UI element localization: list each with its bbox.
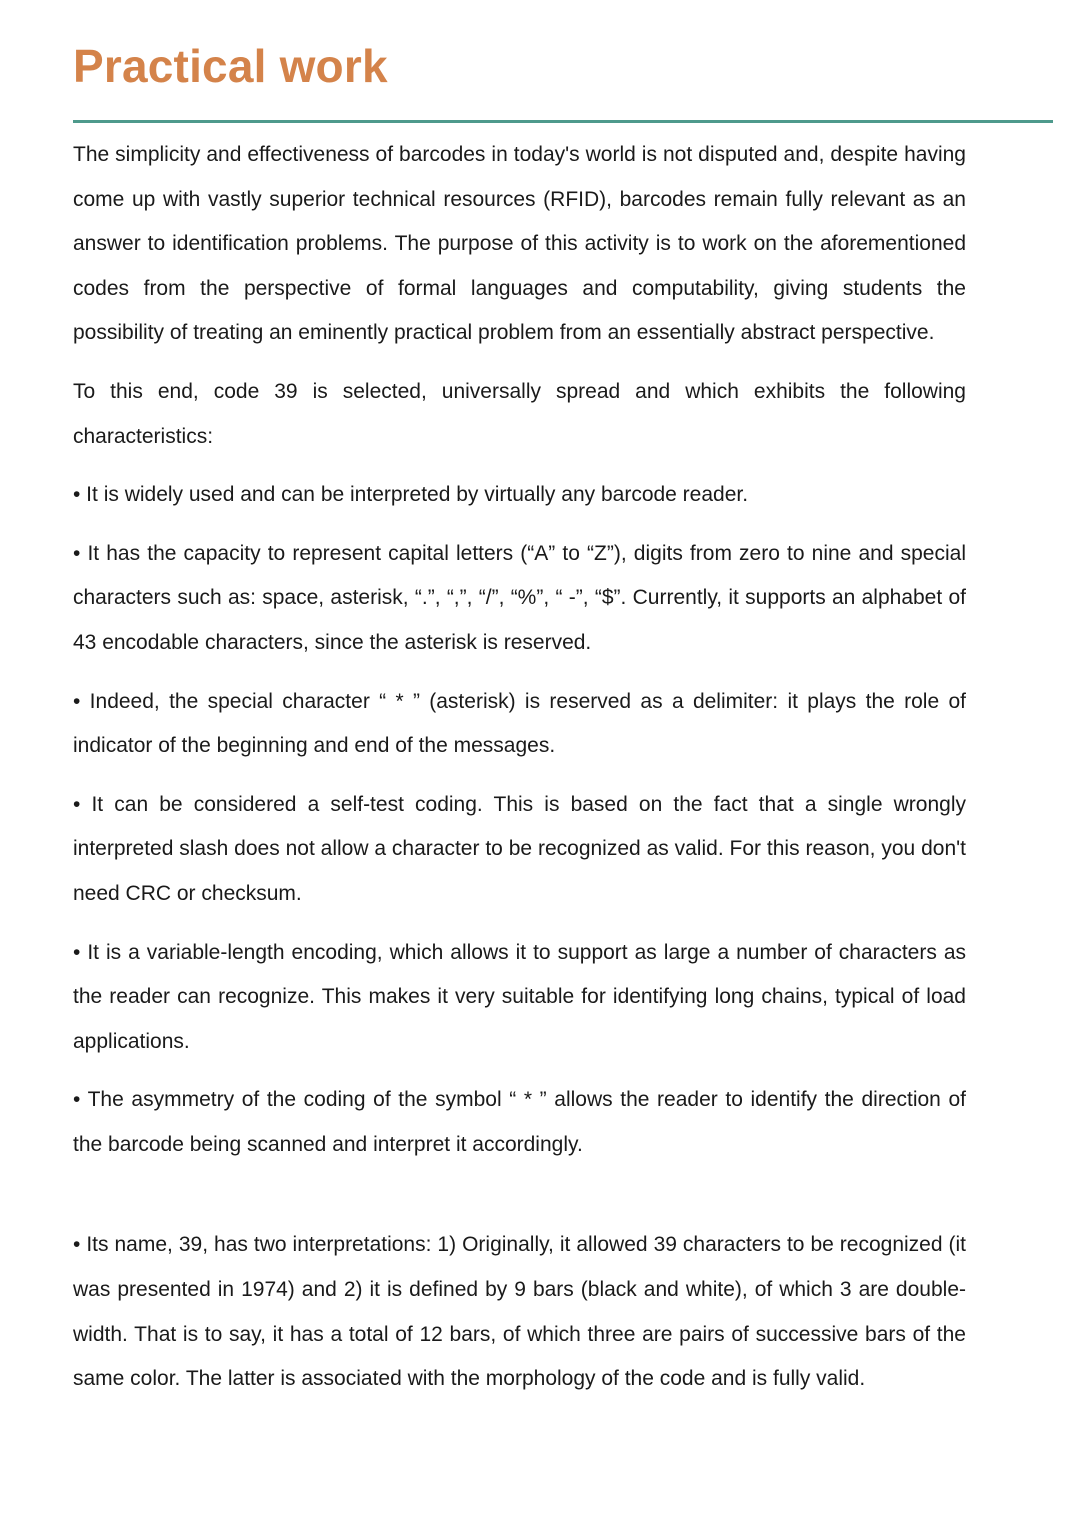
bullet-capacity: • It has the capacity to represent capital letters (“A” to “Z”), digits from zero to nine and special characters such as: space, asterisk, “.”, “,”, “/”, “%”, “ -”, “$”. Currently, it supports an alphabet of 43 encodable characters, since the asterisk is reserved.	[73, 541, 966, 654]
bullet-delimiter: • Indeed, the special character “ * ” (asterisk) is reserved as a delimiter: it plays the role of indicator of the beginning and end of the messages.	[73, 689, 966, 758]
document-body	[73, 133, 966, 1416]
bullet-widely-used: • It is widely used and can be interpreted by virtually any barcode reader.	[73, 483, 749, 507]
bullet-variable-length: • It is a variable-length encoding, which allows it to support as large a number of characters as the reader can recognize. This makes it very suitable for identifying long chains, typical of load applications.	[73, 940, 966, 1053]
bullet-asymmetry: • The asymmetry of the coding of the symbol “ * ” allows the reader to identify the direction of the barcode being scanned and interpret it accordingly.	[73, 1088, 966, 1156]
code39-intro-paragraph: To this end, code 39 is selected, universally spread and which exhibits the following characteristics:	[73, 379, 966, 448]
bullet-self-test: • It can be considered a self-test coding. This is based on the fact that a single wrongly interpreted slash does not allow a character to be recognized as valid. For this reason, you don't need CRC or checksum.	[73, 792, 966, 905]
page-title: Practical work	[73, 40, 388, 92]
title-divider	[73, 120, 1053, 123]
bullet-name-39: • Its name, 39, has two interpretations: 1) Originally, it allowed 39 characters to be recognized (it was presented in 1974) and 2) it is defined by 9 bars (black and white), of which 3 are double-width. That is to say, it has a total of 12 bars, of which three are pairs of successive bars of the same color. The latter is associated with the morphology of the code and is fully valid.	[73, 1233, 966, 1391]
intro-paragraph: The simplicity and effectiveness of barcodes in today's world is not disputed and, despite having come up with vastly superior technical resources (RFID), barcodes remain fully relevant as an answer to identification problems. The purpose of this activity is to work on the aforementioned codes from the perspective of formal languages and computability, giving students the possibility of treating an eminently practical problem from an essentially abstract perspective.	[73, 143, 966, 345]
